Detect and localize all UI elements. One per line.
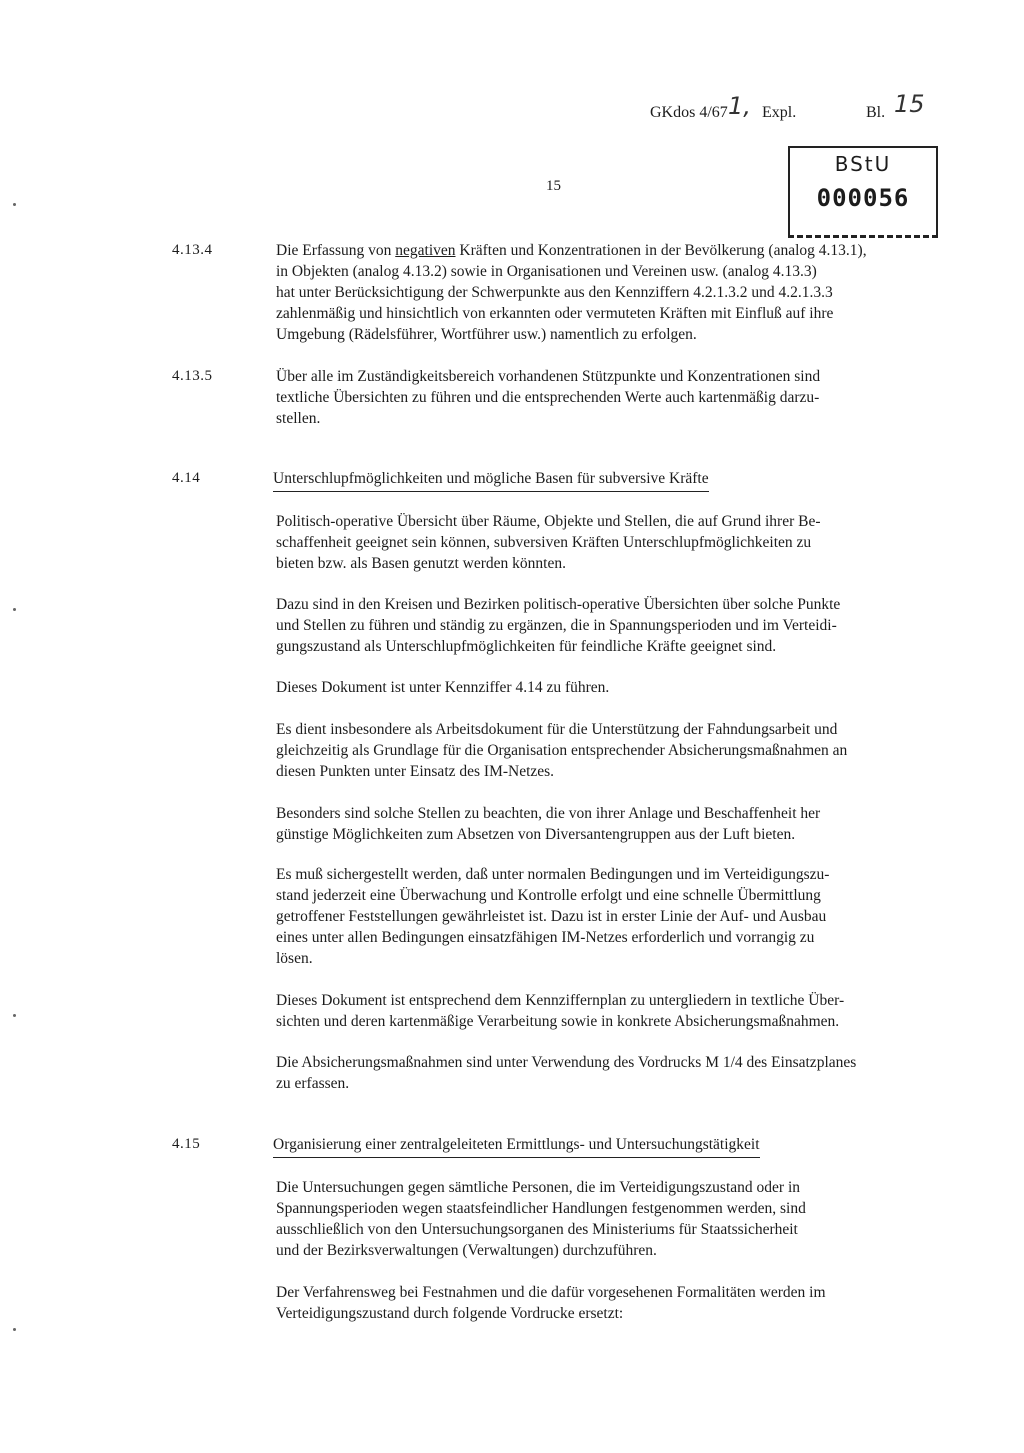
scan-speck xyxy=(13,203,16,206)
text-line: Es muß sichergestellt werden, daß unter normalen Bedingungen und im Verteidigungszu- xyxy=(276,866,830,883)
text-run: Die Erfassung von xyxy=(276,242,396,259)
text-line: Dieses Dokument ist unter Kennziffer 4.14 zu führen. xyxy=(276,679,610,696)
text-line: in Objekten (analog 4.13.2) sowie in Organisationen und Vereinen usw. (analog 4.13.3) xyxy=(276,263,817,280)
section-text xyxy=(276,240,956,345)
text-line: Dieses Dokument ist entsprechend dem Kennziffernplan zu untergliedern in textliche Über- xyxy=(276,992,845,1009)
scan-speck xyxy=(13,1328,16,1331)
text-line: schaffenheit geeignet sein können, subversiven Kräften Unterschlupfmöglichkeiten zu xyxy=(276,534,812,551)
text-line: stellen. xyxy=(276,410,321,427)
text-line: Die Absicherungsmaßnahmen sind unter Verwendung des Vordrucks M 1/4 des Einsatzplanes xyxy=(276,1054,857,1071)
text-line: lösen. xyxy=(276,950,313,967)
section-heading: Unterschlupfmöglichkeiten und mögliche Basen für subversive Kräfte xyxy=(273,468,709,492)
text-line: getroffener Feststellungen gewährleistet ist. Dazu ist in erster Linie der Auf- und Ausbau xyxy=(276,908,827,925)
text-line: Politisch-operative Übersicht über Räume, Objekte und Stellen, die auf Grund ihrer Be- xyxy=(276,513,821,530)
text-line: Der Verfahrensweg bei Festnahmen und die dafür vorgesehenen Formalitäten werden im xyxy=(276,1284,826,1301)
section-number: 4.13.4 xyxy=(172,242,213,258)
text-line: ausschließlich von den Untersuchungsorganen des Ministeriums für Staatssicherheit xyxy=(276,1221,798,1238)
handwritten-sheet-number: 15 xyxy=(894,90,925,118)
scan-speck xyxy=(13,1014,16,1017)
text-line: hat unter Berücksichtigung der Schwerpunkte aus den Kennziffern 4.2.1.3.2 und 4.2.1.3.3 xyxy=(276,284,833,301)
paragraph xyxy=(276,990,956,1032)
paragraph xyxy=(276,719,956,782)
paragraph xyxy=(276,1052,956,1094)
text-line: Spannungsperioden wegen staatsfeindlicher Handlungen festgenommen werden, sind xyxy=(276,1200,806,1217)
text-line: diesen Punkten unter Einsatz des IM-Netzes. xyxy=(276,763,555,780)
text-line: und der Bezirksverwaltungen (Verwaltungen) durchzuführen. xyxy=(276,1242,657,1259)
paragraph xyxy=(276,511,956,574)
paragraph xyxy=(276,1282,956,1324)
section-text xyxy=(276,366,956,429)
text-line: Verteidigungszustand durch folgende Vordrucke ersetzt: xyxy=(276,1305,624,1322)
text-line: Es dient insbesondere als Arbeitsdokument für die Unterstützung der Fahndungsarbeit und xyxy=(276,721,838,738)
paragraph xyxy=(276,1177,956,1261)
stamp-number: 000056 xyxy=(816,184,910,212)
page-number: 15 xyxy=(546,178,561,194)
scan-speck xyxy=(13,608,16,611)
text-line: textliche Übersichten zu führen und die entsprechenden Werte auch kartenmäßig darzu- xyxy=(276,389,820,406)
text-line: und Stellen zu führen und ständig zu ergänzen, die in Spannungsperioden und im Verteidi- xyxy=(276,617,837,634)
section-heading: Organisierung einer zentralgeleiteten Ermittlungs- und Untersuchungstätigkeit xyxy=(273,1134,760,1158)
document-reference: GKdos 4/67 xyxy=(650,104,728,121)
section-number: 4.14 xyxy=(172,470,201,486)
paragraph xyxy=(276,594,956,657)
text-line: Dazu sind in den Kreisen und Bezirken politisch-operative Übersichten über solche Punkte xyxy=(276,596,841,613)
text-line: sichten und deren kartenmäßige Verarbeitung sowie in konkrete Absicherungsmaßnahmen. xyxy=(276,1013,840,1030)
text-line: günstige Möglichkeiten zum Absetzen von Diversantengruppen aus der Luft bieten. xyxy=(276,826,796,843)
text-line: Die Untersuchungen gegen sämtliche Personen, die im Verteidigungszustand oder in xyxy=(276,1179,801,1196)
paragraph xyxy=(276,803,956,845)
underlined-word: negativen xyxy=(395,242,456,259)
paragraph xyxy=(276,677,956,698)
text-line: Über alle im Zuständigkeitsbereich vorhandenen Stützpunkte und Konzentrationen sind xyxy=(276,368,821,385)
copy-label: Expl. xyxy=(762,104,797,121)
text-line: zahlenmäßig und hinsichtlich von erkannten oder vermuteten Kräften mit Einfluß auf ihre xyxy=(276,305,834,322)
stamp-agency: BStU xyxy=(834,152,892,176)
paragraph xyxy=(276,864,956,969)
text-line: bieten bzw. als Basen genutzt werden könnten. xyxy=(276,555,566,572)
sheet-label: Bl. xyxy=(866,104,886,121)
text-line: Umgebung (Rädelsführer, Wortführer usw.) namentlich zu erfolgen. xyxy=(276,326,697,343)
text-line: gleichzeitig als Grundlage für die Organisation entsprechender Absicherungsmaßnahmen an xyxy=(276,742,848,759)
text-line: zu erfassen. xyxy=(276,1075,350,1092)
archive-stamp xyxy=(788,146,938,238)
section-number: 4.13.5 xyxy=(172,368,213,384)
text-line: stand jederzeit eine Überwachung und Kontrolle erfolgt und eine schnelle Übermittlung xyxy=(276,887,821,904)
text-line xyxy=(276,240,956,261)
handwritten-copy-number: 1, xyxy=(728,92,751,120)
section-number: 4.15 xyxy=(172,1136,201,1152)
text-line: eines unter allen Bedingungen einsatzfähigen IM-Netzes erforderlich und vorrangig zu xyxy=(276,929,815,946)
text-run: Kräften und Konzentrationen in der Bevölkerung (analog 4.13.1), xyxy=(455,242,867,259)
text-line: Besonders sind solche Stellen zu beachten, die von ihrer Anlage und Beschaffenheit her xyxy=(276,805,821,822)
text-line: gungszustand als Unterschlupfmöglichkeiten für feindliche Kräfte geeignet sind. xyxy=(276,638,777,655)
